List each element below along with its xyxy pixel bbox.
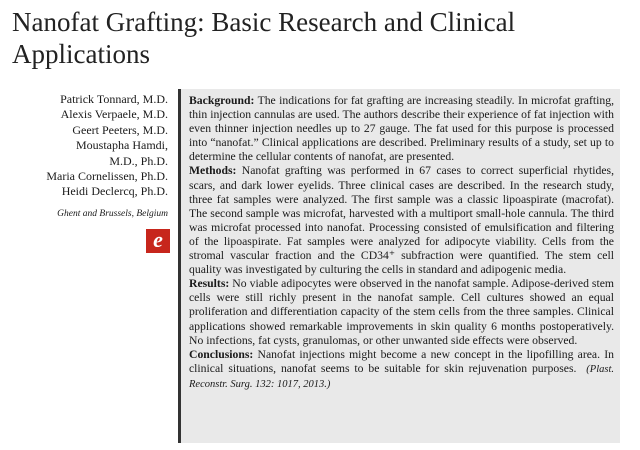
results-text: No viable adipocytes were observed in the nanofat sample. Adipose-derived stem cells were still richly present in the nanofat sample. Cell cultures showed an equal proliferation and differentiation capacity of the stem cells from the three samples. Clinical applications showed remarkable improvements in skin quality 6 months postoperatively. No infections, fat cysts, granulomas, or other unwanted side effects were observed. xyxy=(189,277,615,347)
author-name: M.D., Ph.D. xyxy=(109,153,168,168)
methods-label: Methods: xyxy=(189,164,237,178)
abstract-conclusions xyxy=(189,348,614,392)
author-location: Ghent and Brussels, Belgium xyxy=(57,208,168,219)
citation: (Plast. Reconstr. Surg. 132: 1017, 2013.) xyxy=(189,363,615,390)
conclusions-label: Conclusions: xyxy=(189,347,254,361)
abstract-results xyxy=(189,277,614,347)
results-label: Results: xyxy=(189,277,230,291)
author-name: Alexis Verpaele, M.D. xyxy=(60,107,168,122)
methods-text: Nanofat grafting was performed in 67 cases to correct superficial rhytides, scars, and dark lower eyelids. Three clinical cases are described. In the research study, three fat samples were analyzed. The first sample was a classic lipoaspirate (macrofat). The second sample was microfat, harvested with a multiport small-hole cannula. The third was microfat processed into nanofat. Processing consisted of emulsification and filtering of the lipoaspirate. Fat samples were analyzed for adipocyte viability. Cells from the stromal vascular fraction and the CD34⁺ subfraction were quantified. The stem cell quality was investigated by culturing the cells in standard and adipogenic media. xyxy=(189,164,614,277)
author-name: Maria Cornelissen, Ph.D. xyxy=(46,169,168,184)
author-list xyxy=(0,92,168,222)
author-name: Patrick Tonnard, M.D. xyxy=(60,92,168,106)
conclusions-text: Nanofat injections might become a new concept in the lipofilling area. In clinical situations, nanofat seems to be suitable for skin rejuvenation purposes. xyxy=(189,347,614,375)
author-name: Moustapha Hamdi, xyxy=(76,138,168,153)
electronic-content-badge-icon[interactable]: e xyxy=(146,229,170,253)
abstract-background xyxy=(189,94,614,164)
author-name: Geert Peeters, M.D. xyxy=(72,122,168,137)
abstract-methods xyxy=(189,164,614,277)
author-name: Heidi Declercq, Ph.D. xyxy=(61,184,168,199)
background-label: Background: xyxy=(189,94,255,107)
background-text: The indications for fat grafting are increasing steadily. In microfat grafting, thin injection cannulas are used. The authors describe their experience of fat injection with even thinner injection needles up to 27 gauge. The fat used for this purpose is processed into “nanofat.” Clinical applications are described. Preliminary results of a study, set up to determine the cellular contents of nanofat, are presented. xyxy=(189,94,614,164)
abstract-box xyxy=(178,89,620,443)
article-title: Nanofat Grafting: Basic Research and Clinical Applications xyxy=(12,7,516,69)
